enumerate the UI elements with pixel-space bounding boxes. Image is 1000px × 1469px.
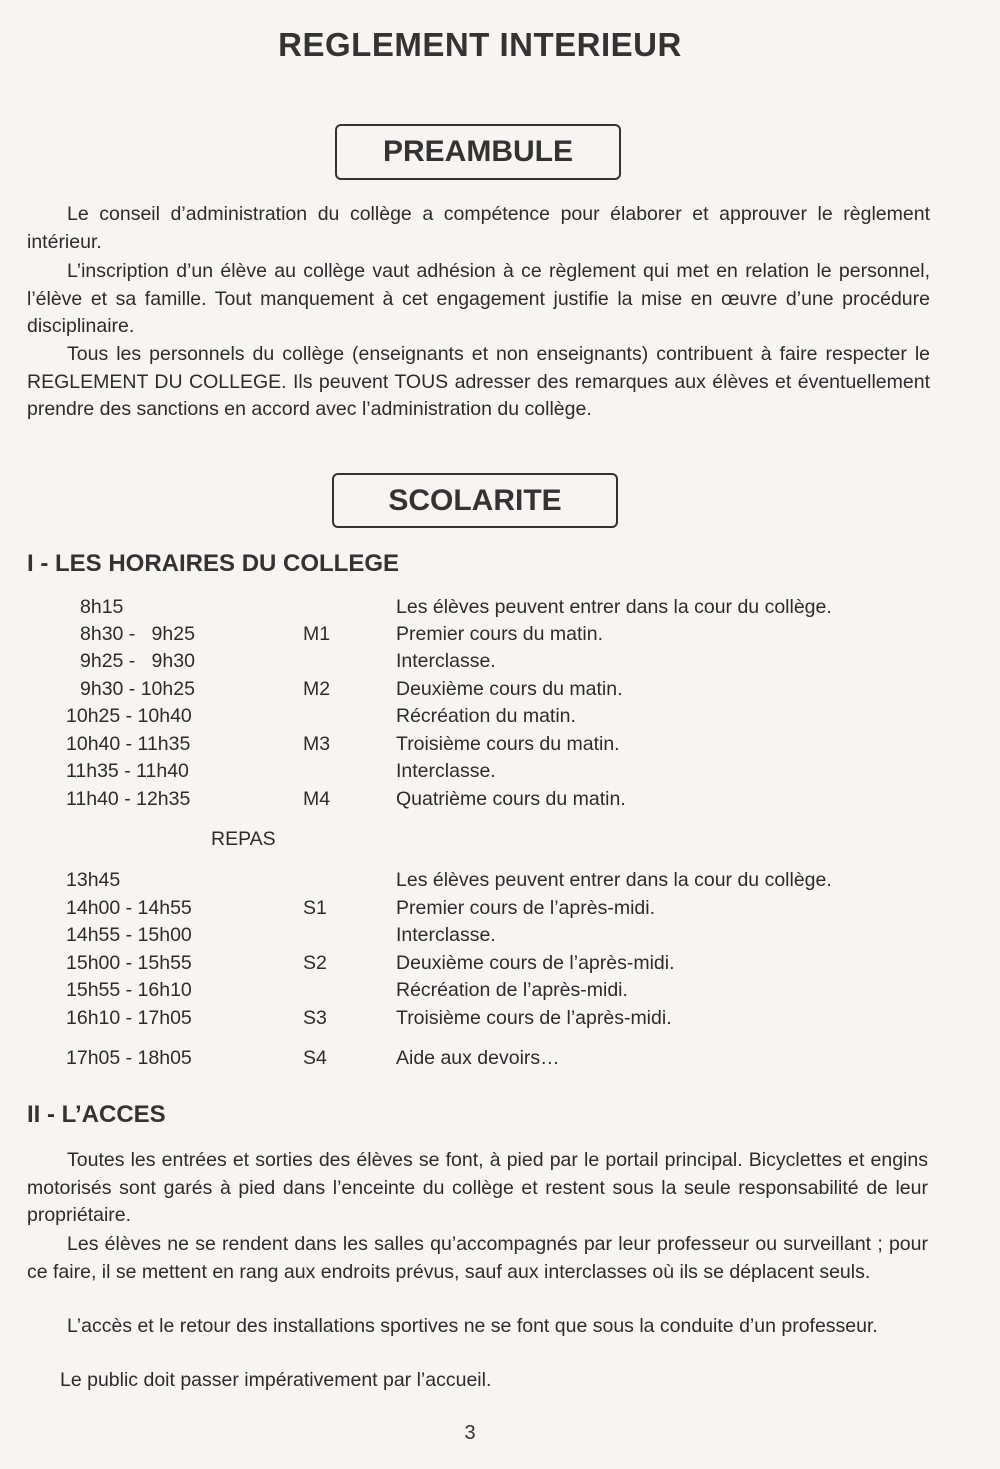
schedule-time: 11h35 - 11h40 xyxy=(66,760,189,782)
schedule-time: 8h15 xyxy=(80,596,124,618)
schedule-desc: Interclasse. xyxy=(396,760,496,782)
schedule-desc: Deuxième cours du matin. xyxy=(396,678,623,700)
schedule-desc: Récréation de l’après-midi. xyxy=(396,979,628,1001)
schedule-code: S4 xyxy=(303,1047,327,1069)
acces-paragraph-3: L’accès et le retour des installations sportives ne se font que sous la conduite d’un professeur. xyxy=(67,1315,878,1337)
schedule-code: M4 xyxy=(303,788,331,810)
schedule-desc: Quatrième cours du matin. xyxy=(396,788,626,810)
schedule-desc: Troisième cours du matin. xyxy=(396,733,620,755)
schedule-time: 8h30 - 9h25 xyxy=(80,623,195,645)
schedule-time: 15h55 - 16h10 xyxy=(66,979,192,1001)
scolarite-heading: SCOLARITE xyxy=(332,473,618,528)
schedule-code: S3 xyxy=(303,1007,327,1029)
schedule-code: M1 xyxy=(303,623,331,645)
page-number: 3 xyxy=(464,1422,476,1444)
schedule-desc: Récréation du matin. xyxy=(396,705,576,727)
schedule-desc: Troisième cours de l’après-midi. xyxy=(396,1007,672,1029)
schedule-time: 15h00 - 15h55 xyxy=(66,952,192,974)
schedule-desc: Les élèves peuvent entrer dans la cour du collège. xyxy=(396,596,832,618)
schedule-desc: Interclasse. xyxy=(396,924,496,946)
acces-paragraph-2: Les élèves ne se rendent dans les salles qu’accompagnés par leur professeur ou surveillant ; pour ce faire, il se mettent en rang aux endroits prévus, sauf aux interclasses où ils se déplacent seuls. xyxy=(27,1233,928,1283)
schedule-time: 11h40 - 12h35 xyxy=(66,788,191,810)
schedule-desc: Aide aux devoirs… xyxy=(396,1047,560,1069)
page-title: REGLEMENT INTERIEUR xyxy=(278,26,682,63)
schedule-code: S1 xyxy=(303,897,327,919)
acces-heading: II - L’ACCES xyxy=(27,1101,166,1128)
schedule-time: 14h00 - 14h55 xyxy=(66,897,192,919)
preambule-heading: PREAMBULE xyxy=(335,124,621,180)
preambule-paragraph-2: L’inscription d’un élève au collège vaut adhésion à ce règlement qui met en relation le personnel, l’élève et sa famille. Tout manquement à cet engagement justifie la mise en œuvre d’une procédure disciplinaire. xyxy=(27,260,930,337)
schedule-time: 9h30 - 10h25 xyxy=(80,678,195,700)
schedule-time: 9h25 - 9h30 xyxy=(80,650,195,672)
schedule-code: M3 xyxy=(303,733,331,755)
schedule-code: M2 xyxy=(303,678,331,700)
acces-paragraph-1: Toutes les entrées et sorties des élèves se font, à pied par le portail principal. Bicyclettes et engins motorisés sont garés à pied dans l’enceinte du collège et restent sous la seule responsabilité de leur propriétaire. xyxy=(27,1149,928,1226)
schedule-desc: Interclasse. xyxy=(396,650,496,672)
schedule-time: 13h45 xyxy=(66,869,121,891)
schedule-desc: Premier cours du matin. xyxy=(396,623,603,645)
schedule-time: 14h55 - 15h00 xyxy=(66,924,192,946)
schedule-desc: Premier cours de l’après-midi. xyxy=(396,897,655,919)
schedule-time: 17h05 - 18h05 xyxy=(66,1047,192,1069)
preambule-paragraph-3: Tous les personnels du collège (enseignants et non enseignants) contribuent à faire respecter le REGLEMENT DU COLLEGE. Ils peuvent TOUS adresser des remarques aux élèves et éventuellement prendre des sanctions en accord avec l’administration du collège. xyxy=(27,343,930,420)
schedule-code: S2 xyxy=(303,952,327,974)
schedule-desc: Deuxième cours de l’après-midi. xyxy=(396,952,675,974)
acces-paragraph-4: Le public doit passer impérativement par l’accueil. xyxy=(60,1369,492,1391)
schedule-desc: Les élèves peuvent entrer dans la cour du collège. xyxy=(396,869,832,891)
schedule-time: 10h25 - 10h40 xyxy=(66,705,192,727)
lunch-label: REPAS xyxy=(211,828,276,850)
horaires-heading: I - LES HORAIRES DU COLLEGE xyxy=(27,550,400,577)
schedule-time: 16h10 - 17h05 xyxy=(66,1007,192,1029)
preambule-paragraph-1: Le conseil d’administration du collège a compétence pour élaborer et approuver le règlement intérieur. xyxy=(27,203,930,253)
schedule-time: 10h40 - 11h35 xyxy=(66,733,191,755)
